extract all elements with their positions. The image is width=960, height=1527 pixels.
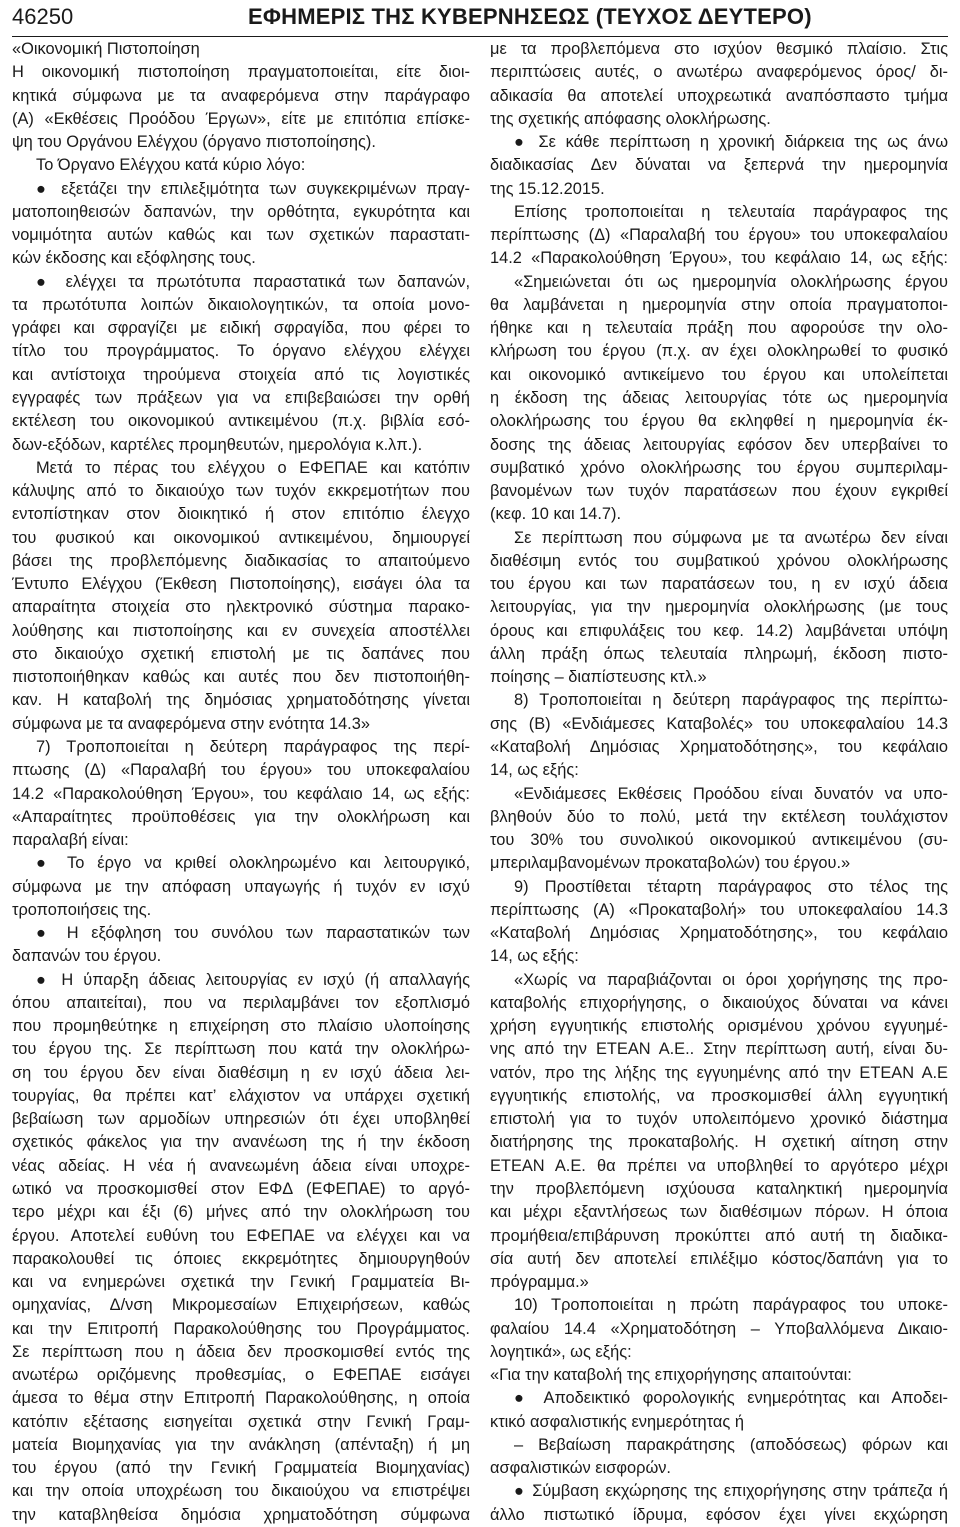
text-line: «Ενδιάμεσες Εκθέσεις Προόδου είναι δυνατόν να υπο- [514,784,948,803]
text-line: μπεριλαμβανομένων προκαταβολών) του έργου.» [490,854,851,873]
text-line: καταβολής επιχορήγησης, ο δικαιούχος δύναται να κάνει [490,993,948,1012]
text-line: ● εξετάζει την επιλεξιμότητα των συγκεκριμένων πραγ- [36,179,470,198]
text-line: περίπτωσης (Α) «Προκαταβολή» του υποκεφαλαίου 14.3 [490,900,948,919]
text-line: Η οικονομική πιστοποίηση πραγματοποιείται, είτε διοι- [12,63,470,82]
text-line: (Α) «Εκθέσεις Προόδου Έργων», είτε με επιτόπια επίσκε- [12,109,470,128]
text-line: περιπτώσεις αυτές, ο ανωτέρω αναφερόμενος όρος/ δι- [490,63,948,82]
text-line: 10) Τροποποιείται η πρώτη παράγραφος του υποκε- [514,1296,948,1315]
text-line: «Απαραίτητες προϋποθέσεις για την ολοκλήρωση και [12,807,470,826]
text-line: και αντίστοιχα τηρούμενα στοιχεία από τις λογιστικές [12,365,470,384]
text-line: του έργου και των παρατάσεων του, η εν ισχύ άδεια [490,575,948,594]
text-line: λογητικά», ως εξής: [490,1342,632,1361]
text-line: τροποποιήσεις της. [12,900,152,919]
text-line: σία αυτή δεν αποτελεί επιλέξιμο κόστος/δαπάνη για το [490,1249,948,1268]
text-line: «Για την καταβολή της επιχορήγησης απαιτούνται: [490,1366,852,1385]
text-line: καν. Η καταβολή της δημόσιας χρηματοδότησης γίνεται [12,691,470,710]
text-line: 8) Τροποποιείται η δεύτερη παράγραφος της περίπτω- [514,691,948,710]
text-line: χρήση εγγυητικής επιστολής ορισμένου χρόνου εγγυημέ- [490,1017,948,1036]
text-line: εκτέλεση του οικονομικού αντικειμένου (π.χ. βιβλία εσό- [12,412,470,431]
text-line: του 30% του συνολικού οικονομικού αντικειμένου (συ- [490,831,948,850]
text-line: ● Το έργο να κριθεί ολοκληρωμένο και λειτουργικό, [36,854,470,873]
text-line: της 15.12.2015. [490,179,605,198]
text-line: απαραίτητα στοιχεία στο ηλεκτρονικό σύστημα παρακο- [12,598,470,617]
text-line: Σε περίπτωση που σύμφωνα με τα ανωτέρω δεν είναι [514,528,948,547]
text-line: έργου. Αποτελεί ευθύνη του ΕΦΕΠΑΕ να ελέγχει και να [12,1226,470,1245]
text-line: Έντυπο Ελέγχου (Έκθεση Πιστοποίησης), εισάγει όλα τα [12,575,470,594]
text-line: ασφαλιστικών εισφορών. [490,1459,671,1478]
text-line: «Καταβολή Δημόσιας Χρηματοδότησης», του κεφάλαιο [490,924,948,943]
text-line: βάσει της προβλεπόμενης διαδικασίας το απαιτούμενο [12,551,470,570]
text-line: 9) Προστίθεται τέταρτη παράγραφος στο τέλος της [514,877,948,896]
text-line: και την Επιτροπή Παρακολούθησης του Προγράμματος. [12,1319,470,1338]
text-line: «Οικονομική Πιστοποίηση [12,40,200,58]
text-line: διατήρησης της προκαταβολής. Η σχετική αίτηση στην [490,1133,948,1152]
text-line: ομηχανίας, Δ/νση Μικρομεσαίων Επιχειρήσεων, καθώς [12,1296,470,1315]
text-line: Σε περίπτωση που η άδεια δεν προσκομισθεί εντός της [12,1342,470,1361]
text-line: περίπτωσης (Δ) «Παραλαβή του έργου» του υποκεφαλαίου [490,226,948,245]
text-line: την καταβληθείσα δημόσια χρηματοδότηση σύμφωνα [12,1505,470,1524]
text-line: «Καταβολή Δημόσιας Χρηματοδότησης», του κεφάλαιο [490,737,948,756]
text-line: σης (Β) «Ενδιάμεσες Καταβολές» του υποκεφαλαίου 14.3 [490,714,948,733]
text-line: αδικασία θα αποτελεί υποχρεωτικά αναπόσπαστο τμήμα [490,86,948,105]
text-line: τίτλο του προγράμματος. Το όργανο ελέγχου ελέγχει [12,342,470,361]
text-line: παραλαβή είναι: [12,831,129,850]
text-line: διαθέσιμη εντός του συμβατικού χρόνου ολοκλήρωσης [490,551,948,570]
text-line: σύμφωνα με τα αναφερόμενα στην ενότητα 14.3» [12,714,370,733]
text-line: όρους και επιφυλάξεις του κεφ. 14.2) λαμβάνεται υπόψη [490,621,948,640]
text-line: 14, ως εξής: [490,947,579,966]
text-line: 14, ως εξής: [490,761,579,780]
text-line: ● Αποδεικτικό φορολογικής ενημερότητας και Αποδει- [514,1389,948,1408]
text-line: πιστοποιήθηκαν καθώς και αυτές που δεν πιστοποιήθη- [12,668,470,687]
text-line: κατόπιν εξέτασης εισηγείται σχετικά στην Γενική Γραμ- [12,1412,470,1431]
text-line: 7) Τροποποιείται η δεύτερη παράγραφος της περί- [36,737,470,756]
text-line: ανωτέρω οριζόμενης προθεσμίας, ο ΕΦΕΠΑΕ εισάγει [12,1366,470,1385]
text-line: διαδικασίας Δεν δύναται να ξεπερνά την ημερομηνία [490,156,948,175]
text-line: παρακολουθεί τις όποιες εκκρεμότητες δημιουργηθούν [12,1249,470,1268]
text-line: γράφει και σφραγίζει με ειδική σφραγίδα, που φέρει το [12,319,470,338]
text-line: και μέχρι εξαντλήσεως των διαθέσιμων πόρων. Η όποια [490,1203,948,1222]
text-line: άμεσα το θέμα στην Επιτροπή Παρακολούθησης, η οποία [12,1389,470,1408]
text-line: του φυσικού και οικονομικού αντικειμένου, δημιουργεί [12,528,470,547]
text-line: του έργου της. Σε περίπτωση που κατά την ολοκλήρω- [12,1040,470,1059]
text-line: φαλαίου 14.4 «Χρηματοδότηση – Υποβαλλόμενα Δικαιο- [490,1319,948,1338]
text-line: δοσης της άδειας λειτουργίας εφόσον δεν υπερβαίνει το [490,435,948,454]
text-line: και οικονομικό αντικείμενο του έργου και υπολείπεται [490,365,948,384]
text-line: που προμηθεύτηκε η επιχείρηση στο πλαίσιο υλοποίησης [12,1017,470,1036]
text-line: άλλη πράξη όπως τελευταία πληρωμή, έκδοση πιστο- [490,644,948,663]
text-line: 14.2 «Παρακολούθηση Έργου», του κεφάλαιο 14, ως εξής: [12,784,470,803]
right-column [490,38,948,1524]
text-line: η έκδοση της άδειας λειτουργίας τότε ως ημερομηνία [490,388,948,407]
text-line: εγγυητικής επιστολής, να προσκομισθεί άλλη εγγυητική [490,1086,948,1105]
text-line: ψη του Οργάνου Ελέγχου (όργανο πιστοποίησης). [12,133,376,152]
text-line: ● ελέγχει τα πρωτότυπα παραστατικά των δαπανών, [36,272,470,291]
text-line: σύμφωνα με την απόφαση υπαγωγής ή τυχόν εν ισχύ [12,877,470,896]
text-line: και την οποία υποχρέωση του δικαιούχου να επιστρέψει [12,1482,470,1501]
left-column [12,38,470,1524]
text-line: βεβαίωση των αρμοδίων υπηρεσιών ότι έχει υποβληθεί [12,1110,470,1129]
text-line: Επίσης τροποποιείται η τελευταία παράγραφος της [514,202,948,221]
text-line: νέας αδείας. Η νέα ή ανανεωμένη άδεια είναι υποχρε- [12,1156,470,1175]
text-line: με τα προβλεπόμενα στο ισχύον θεσμικό πλαίσιο. Στις [490,40,948,58]
text-line: 14.2 «Παρακολούθηση Έργου», του κεφάλαιο 14, ως εξής: [490,249,948,268]
text-line: σχετικός φάκελος για την ανανέωση της ή την έκδοση [12,1133,470,1152]
journal-title: ΕΦΗΜΕΡΙΣ ΤΗΣ ΚΥΒΕΡΝΗΣΕΩΣ (ΤΕΥΧΟΣ ΔΕΥΤΕΡΟ) [248,4,812,29]
text-line: ● Σε κάθε περίπτωση η χρονική διάρκεια της ως άνω [514,133,948,152]
text-line: όπου απαιτείται), που να περιλαμβάνει τον εξοπλισμό [12,993,470,1012]
text-line: ήθηκε και η τελευταία πράξη που αφορούσε την ολο- [490,319,948,338]
page-header [12,2,948,37]
text-line: άλλο πιστωτικό ίδρυμα, εφόσον έχει γίνει εκχώρηση [490,1505,948,1524]
text-line: λούθησης και πιστοποίησης και εν συνεχεία αποστέλλει [12,621,470,640]
text-line: «Σημειώνεται ότι ως ημερομηνία ολοκλήρωσης έργου [514,272,948,291]
text-line: εντοπίστηκαν στον διοικητικό ή στον επιτόπιο έλεγχο [12,505,470,524]
text-line: Το Όργανο Ελέγχου κατά κύριο λόγο: [36,156,306,175]
text-line: κών έκδοσης και εξόφλησης τους. [12,249,256,268]
text-line: ματεία Βιομηχανίας για την ανάκληση (απένταξη) ή μη [12,1435,470,1454]
text-line: ΕΤΕΑΝ Α.Ε. θα πρέπει να υποβληθεί το αργότερο μέχρι [490,1156,948,1175]
text-line: βανομένων των τυχόν παρατάσεων που έχουν εγκριθεί [490,482,948,501]
text-line: νατόν, προ της λήξης της εγγυημένης από την ΕΤΕΑΝ Α.Ε [490,1063,948,1082]
text-line: κτικό ασφαλιστικής ενημερότητας ή [490,1412,744,1431]
text-line: τουργίας, θα πρέπει κατ’ ελάχιστον να υπάρχει σχετική [12,1086,470,1105]
text-line: ωτικό να προσκομισθεί στον ΕΦΔ (ΕΦΕΠΑΕ) το αργό- [12,1180,470,1199]
text-line: Μετά το πέρας του ελέγχου ο ΕΦΕΠΑΕ και κατόπιν [36,458,470,477]
text-line: του έργου (από την Γενική Γραμματεία Βιομηχανίας) [12,1459,470,1478]
text-line: θα λαμβάνεται η ημερομηνία στην οποία πραγματοποι- [490,295,948,314]
text-line: ματοποιηθεισών δαπανών, την ορθότητα, εγκυρότητα και [12,202,470,221]
text-line: εγγραφές των πράξεων για να επιβεβαιώσει την ορθή [12,388,470,407]
text-line: νης από την ΕΤΕΑΝ Α.Ε.. Στην περίπτωση αυτή, είναι δυ- [490,1040,948,1059]
text-line: τα πρωτότυπα λοιπών δικαιολογητικών, τα οποία μονο- [12,295,470,314]
text-line: δων-εξόδων, καρτέλες προμηθευτών, ημερολόγια κ.λπ.). [12,435,423,454]
text-line: τερο μέχρι και έξι (6) μήνες από την ολοκλήρωση του [12,1203,470,1222]
text-line: δαπανών του έργου. [12,947,162,966]
text-line: ● Σύμβαση εκχώρησης της επιχορήγησης στην τράπεζα ή [514,1482,948,1501]
text-line: ποίησης – διαπίστευσης κτλ.» [490,668,707,687]
text-line: στο δικαιούχο σχετική επιστολή με τις δαπάνες που [12,644,470,663]
text-line: ολοκλήρωσης του έργου θα εκληφθεί η ημερομηνία έκ- [490,412,948,431]
text-line: πτωσης (Δ) «Παραλαβή του έργου» του υποκεφαλαίου [12,761,470,780]
text-line: συμβατικό χρόνο ολοκλήρωσης του έργου συμπεριλαμ- [490,458,948,477]
text-line: της σχετικής απόφασης ολοκλήρωσης. [490,109,771,128]
page-number: 46250 [12,4,74,29]
text-line: προμήθεια/επιβάρυνση προκύπτει από αυτή τη διαδικα- [490,1226,948,1245]
text-line: νομιμότητα αυτών καθώς και των σχετικών παραστατι- [12,226,470,245]
text-line: «Χωρίς να παραβιάζονται οι όροι χορήγησης της προ- [514,970,948,989]
text-line: ● Η εξόφληση του συνόλου των παραστατικών των [36,924,470,943]
text-line: – Βεβαίωση παρακράτησης (αποδόσεως) φόρων και [514,1435,948,1454]
text-line: βληθούν δύο το πολύ, μετά την εκτέλεση τουλάχιστον [490,807,948,826]
text-line: λειτουργίας, για την ημερομηνία ολοκλήρωσης (με τους [490,598,948,617]
text-line: την προβλεπόμενη ισχύουσα καταληκτική ημερομηνία [490,1180,948,1199]
text-line: (κεφ. 10 και 14.7). [490,505,622,524]
text-line: ● Η ύπαρξη άδειας λειτουργίας εν ισχύ (ή απαλλαγής [36,970,470,989]
text-line: επιστολή για το τυχόν υπολειπόμενο χρονικό διάστημα [490,1110,948,1129]
text-line: κάλυψης από το δικαιούχο των τυχόν εκκρεμοτήτων που [12,482,470,501]
text-line: κητικά σύμφωνα με τα αναφερόμενα στην παράγραφο [12,86,470,105]
text-line: κλήρωση του έργου (π.χ. αν έχει ολοκληρωθεί το φυσικό [490,342,948,361]
text-line: και να ενημερώνει σχετικά την Γενική Γραμματεία Βι- [12,1273,470,1292]
text-line: ση του έργου δεν είναι διαθέσιμη η εν ισχύ άδεια λει- [12,1063,470,1082]
text-line: πρόγραμμα.» [490,1273,589,1292]
